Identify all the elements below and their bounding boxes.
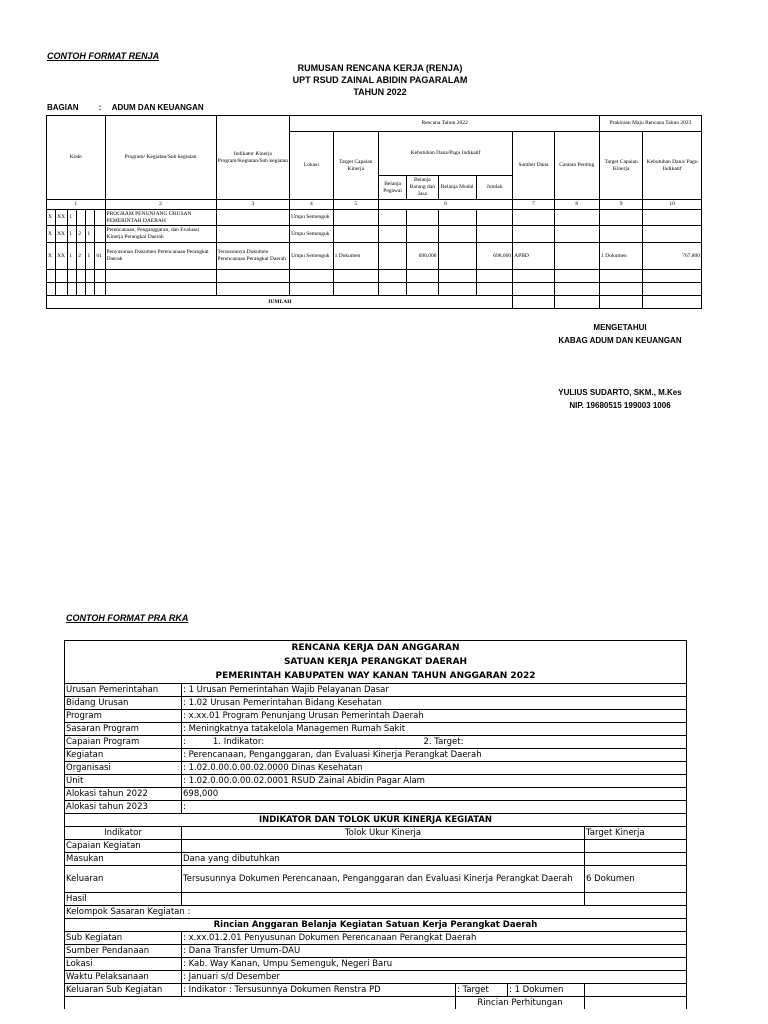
target-cell: [333, 226, 378, 243]
field-label: Sasaran Program: [65, 723, 182, 736]
rincian-perhitungan: Rincian Perhitungan: [456, 997, 585, 1010]
field-row: [65, 749, 687, 762]
kode-cell: [95, 226, 105, 243]
signer-nip: NIP. 19680515 199003 1006: [569, 401, 671, 410]
field-label: Sub Kegiatan: [65, 932, 182, 945]
kode-cell: X: [47, 210, 56, 226]
field-row: [65, 684, 687, 697]
kode-cell: 1: [68, 243, 77, 270]
field-row: [65, 762, 687, 775]
ind-target: [585, 840, 687, 853]
field-row: [65, 723, 687, 736]
target-label: : Target: [456, 984, 508, 997]
hdr-pegawai: Belanja Pegawai: [378, 176, 406, 200]
jumlah-cell: [476, 210, 512, 226]
program-cell: PROGRAM PENUNJANG URUSAN PEMERINTAH DAERAH: [105, 210, 216, 226]
hdr-sumber: Sumber Dana: [513, 132, 554, 200]
pegawai-cell: [378, 210, 406, 226]
hdr-catatan: Catatan Penting: [554, 132, 599, 200]
field-label: Waktu Pelaksanaan: [65, 971, 182, 984]
indikator-section-title: INDIKATOR DAN TOLOK UKUR KINERJA KEGIATAN: [65, 814, 687, 827]
kode-cell: 1: [68, 210, 77, 226]
hdr-kebutuhan2: Kebutuhan Dana/ Pagu Indikatif: [643, 132, 702, 200]
pegawai-cell: [378, 226, 406, 243]
ind-tolok: [182, 840, 585, 853]
field-row: [65, 697, 687, 710]
bagian-line: [47, 103, 204, 112]
program-cell: Penyusunan Dokumen Perencanaan Perangkat Daerah: [105, 243, 216, 270]
col-number: 1: [47, 200, 106, 210]
field-label: Kegiatan: [65, 749, 182, 762]
kode-cell: 2: [77, 226, 86, 243]
field-label: Alokasi tahun 2022: [65, 788, 182, 801]
field-label: Urusan Pemerintahan: [65, 684, 182, 697]
prarka-title-line: SATUAN KERJA PERANGKAT DAERAH: [65, 655, 687, 669]
indikator-row: [65, 840, 687, 853]
field-row: [65, 710, 687, 723]
kode-cell: XX: [56, 243, 68, 270]
field-value: : 1 Urusan Pemerintahan Wajib Pelayanan Dasar: [182, 684, 687, 697]
col-number: 8: [554, 200, 599, 210]
hdr-kode: Kode: [47, 116, 106, 200]
renja-title-line: RUMUSAN RENCANA KERJA (RENJA): [297, 63, 463, 73]
table-row: [47, 270, 702, 283]
field-row: [65, 984, 687, 997]
field-value: :: [182, 801, 687, 814]
renja-table: [46, 115, 702, 309]
pegawai-cell: [378, 243, 406, 270]
field-row: [65, 788, 687, 801]
ind-label: Hasil: [65, 893, 182, 906]
bagian-sep: :: [98, 103, 102, 112]
modal-cell: [438, 243, 476, 270]
prarka-title-line: RENCANA KERJA DAN ANGGARAN: [65, 641, 687, 656]
renja-title-line: TAHUN 2022: [353, 87, 407, 97]
ind-label: Keluaran: [65, 866, 182, 893]
col-number: 9: [599, 200, 642, 210]
field-row: [65, 971, 687, 984]
modal-cell: [438, 210, 476, 226]
renja-title-line: UPT RSUD ZAINAL ABIDIN PAGARALAM: [292, 75, 468, 85]
kode-cell: X: [47, 243, 56, 270]
field-row: [65, 932, 687, 945]
field-label: Capaian Program: [65, 736, 182, 749]
kode-cell: [77, 210, 86, 226]
kebutuhan2-cell: 767,800: [643, 243, 702, 270]
field-row: [65, 945, 687, 958]
hdr-jumlah: Jumlah: [476, 176, 512, 200]
field-label: Program: [65, 710, 182, 723]
hdr-prakiraan: Prakiraan Maju Rencana Tahun 2023: [599, 116, 701, 132]
barang-cell: [407, 210, 438, 226]
ind-label: Masukan: [65, 853, 182, 866]
field-value: : Kab. Way Kanan, Umpu Semenguk, Negeri Baru: [182, 958, 687, 971]
field-row: [65, 801, 687, 814]
kode-cell: 1: [86, 243, 95, 270]
jumlah-cell: 698,000: [476, 243, 512, 270]
table-row: [47, 283, 702, 296]
hdr-rencana: Rencana Tahun 2022: [290, 116, 600, 132]
rincian-section-title: Rincian Anggaran Belanja Kegiatan Satuan Kerja Perangkat Daerah: [65, 919, 687, 932]
prarka-table: [64, 640, 687, 1009]
indikator-cell: [216, 210, 290, 226]
hdr-lokasi: Lokasi: [290, 132, 333, 200]
kode-cell: 1: [68, 226, 77, 243]
modal-cell: [438, 226, 476, 243]
table-row: [47, 210, 702, 226]
indikator-cell: [216, 226, 290, 243]
field-value: : x.xx.01.2.01 Penyusunan Dokumen Perencanaan Perangkat Daerah: [182, 932, 687, 945]
col-number: 5: [333, 200, 378, 210]
lokasi-cell: Umpu Semenguk: [290, 243, 333, 270]
kebutuhan2-cell: [643, 226, 702, 243]
sumber-cell: APBD: [513, 243, 554, 270]
hdr-target2: Target Capaian Kinerja: [599, 132, 642, 200]
hdr-target: Target Capaian Kinerja: [333, 132, 378, 200]
col-number: 7: [513, 200, 554, 210]
ind-tolok: Tersusunnya Dokumen Perencanaan, Penganggaran dan Evaluasi Kinerja Perangkat Daerah: [182, 866, 585, 893]
indikator-row: [65, 866, 687, 893]
kebutuhan2-cell: [643, 210, 702, 226]
jumlah-row: [47, 296, 702, 309]
field-value: : Januari s/d Desember: [182, 971, 687, 984]
signature-block: [535, 323, 705, 345]
sumber-cell: [513, 210, 554, 226]
field-label: Unit: [65, 775, 182, 788]
field-value: : 1.02 Urusan Pemerintahan Bidang Kesehatan: [182, 697, 687, 710]
kode-cell: XX: [56, 210, 68, 226]
ind-label: Capaian Kegiatan: [65, 840, 182, 853]
target2-cell: [599, 226, 642, 243]
kode-cell: X: [47, 226, 56, 243]
kode-cell: [95, 210, 105, 226]
bagian-value: ADUM DAN KEUANGAN: [111, 103, 204, 112]
col-number: 3: [216, 200, 290, 210]
indikator-cell: Tersusunnya Dokumen Perencanaan Perangkat Daerah: [216, 243, 290, 270]
kode-cell: 1: [86, 226, 95, 243]
kode-cell: [86, 210, 95, 226]
field-value: : Dana Transfer Umum-DAU: [182, 945, 687, 958]
hdr-indikator: Indikator Kinerja Program/Kegiatan/Sub kegiatan: [216, 116, 290, 200]
catatan-cell: [554, 243, 599, 270]
ind-header-tolok: Tolok Ukur Kinerja: [182, 827, 585, 840]
field-label: Alokasi tahun 2023: [65, 801, 182, 814]
sumber-cell: [513, 226, 554, 243]
field-row: [65, 736, 687, 749]
section-label-prarka: CONTOH FORMAT PRA RKA: [66, 613, 189, 623]
ind-target: 6 Dokumen: [585, 866, 687, 893]
signer-name: YULIUS SUDARTO, SKM., M.Kes: [558, 388, 682, 397]
indikator-row: [65, 893, 687, 906]
hdr-program: Program/ Kegiatan/Sub kegiatan: [105, 116, 216, 200]
field-label: Sumber Pendanaan: [65, 945, 182, 958]
section-label-renja: CONTOH FORMAT RENJA: [47, 51, 160, 61]
target2-cell: [599, 210, 642, 226]
field-row: [65, 958, 687, 971]
kode-cell: 01: [95, 243, 105, 270]
target2-cell: 1 Dokumen: [599, 243, 642, 270]
renja-title: [230, 62, 530, 98]
indikator-row: [65, 853, 687, 866]
col-number: 10: [643, 200, 702, 210]
field-row: [65, 775, 687, 788]
table-row: [47, 226, 702, 243]
catatan-cell: [554, 210, 599, 226]
ind-tolok: [182, 893, 585, 906]
hdr-modal: Belanja Modal: [438, 176, 476, 200]
kabag-label: KABAG ADUM DAN KEUANGAN: [558, 336, 682, 345]
ind-header-target: Target Kinerja: [585, 827, 687, 840]
col-number: 2: [105, 200, 216, 210]
jumlah-cell: [476, 226, 512, 243]
field-value: : Indikator : Tersusunnya Dokumen Renstra PD: [182, 984, 456, 997]
field-value: : 1.02.0.00.0.00.02.0001 RSUD Zainal Abidin Pagar Alam: [182, 775, 687, 788]
target-cell: 1 Dokumen: [333, 243, 378, 270]
field-value: : Meningkatnya tatakelola Managemen Rumah Sakit: [182, 723, 687, 736]
program-cell: Perencanaan, Penganggaran, dan Evaluasi Kinerja Perangkat Daerah: [105, 226, 216, 243]
bagian-label: BAGIAN: [47, 103, 79, 112]
barang-cell: 698,000: [407, 243, 438, 270]
mengetahui-label: MENGETAHUI: [593, 323, 647, 332]
kelompok-sasaran: Kelompok Sasaran Kegiatan :: [65, 906, 687, 919]
jumlah-label: JUMLAH: [47, 296, 513, 309]
table-row: [47, 243, 702, 270]
ind-target: [585, 853, 687, 866]
kode-cell: XX: [56, 226, 68, 243]
lokasi-cell: Umpu Semenguk: [290, 210, 333, 226]
target-value: : 1 Dokumen: [508, 984, 585, 997]
field-label: Organisasi: [65, 762, 182, 775]
prarka-title-line: PEMERINTAH KABUPATEN WAY KANAN TAHUN ANGGARAN 2022: [65, 669, 687, 684]
field-value: : Perencanaan, Penganggaran, dan Evaluasi Kinerja Perangkat Daerah: [182, 749, 687, 762]
lokasi-cell: Umpu Semenguk: [290, 226, 333, 243]
ind-tolok: Dana yang dibutuhkan: [182, 853, 585, 866]
ind-header-indikator: Indikator: [65, 827, 182, 840]
target-cell: [333, 210, 378, 226]
field-value: : 1.02.0.00.0.00.02.0000 Dinas Kesehatan: [182, 762, 687, 775]
signer-block: [535, 388, 705, 410]
barang-cell: [407, 226, 438, 243]
field-value: : 1. Indikator: 2. Target:: [182, 736, 687, 749]
catatan-cell: [554, 226, 599, 243]
field-label: Keluaran Sub Kegiatan: [65, 984, 182, 997]
kode-cell: 2: [77, 243, 86, 270]
field-value: 698,000: [182, 788, 687, 801]
field-label: Lokasi: [65, 958, 182, 971]
col-number: 4: [290, 200, 333, 210]
col-number: 6: [378, 200, 512, 210]
ind-target: [585, 893, 687, 906]
field-value: : x.xx.01 Program Penunjang Urusan Pemerintah Daerah: [182, 710, 687, 723]
hdr-barang: Belanja Barang dan Jasa: [407, 176, 438, 200]
hdr-kebutuhan: Kebutuhan Dana/Pagu Indikatif: [378, 132, 512, 176]
field-label: Bidang Urusan: [65, 697, 182, 710]
